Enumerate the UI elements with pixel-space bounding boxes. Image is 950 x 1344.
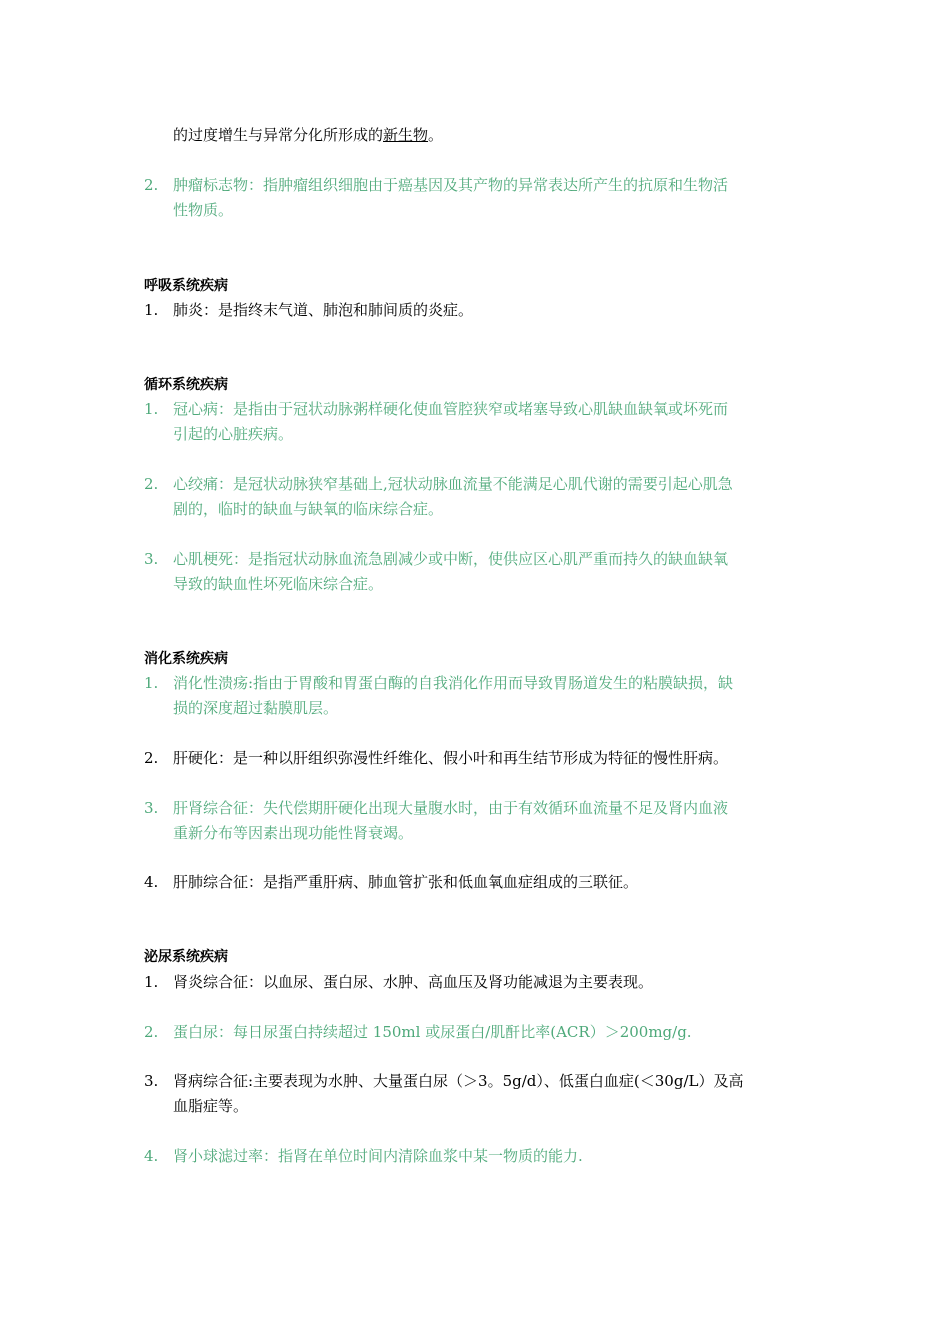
item-line-1: 肝硬化：是一种以肝组织弥漫性纤维化、假小叶和再生结节形成为特征的慢性肝病。 xyxy=(173,749,729,767)
item-text xyxy=(173,397,813,447)
item-line-1: 肾病综合征:主要表现为水肿、大量蛋白尿（＞3。5g/d）、低蛋白血症(＜30g/L）及高 xyxy=(173,1072,744,1090)
item-number: 4. xyxy=(144,873,159,891)
item-line-1: 肺炎：是指终末气道、肺泡和肺间质的炎症。 xyxy=(173,301,474,319)
item-line-1: 肾小球滤过率：指肾在单位时间内清除血浆中某一物质的能力. xyxy=(173,1147,583,1165)
item-line-1: 肝肾综合征：失代偿期肝硬化出现大量腹水时，由于有效循环血流量不足及肾内血液 xyxy=(173,799,729,817)
item-number: 4. xyxy=(144,1147,159,1165)
intro-suffix: 。 xyxy=(428,126,444,144)
item-line-2: 损的深度超过黏膜肌层。 xyxy=(173,699,339,717)
item-number: 1. xyxy=(144,301,159,319)
item-line-2: 剧的，临时的缺血与缺氧的临床综合症。 xyxy=(173,500,444,518)
item-text xyxy=(173,870,813,895)
item-number: 2. xyxy=(144,475,159,493)
intro-underlined-term: 新生物 xyxy=(383,126,429,144)
item-number: 1. xyxy=(144,400,159,418)
item-line-1: 心绞痛：是冠状动脉狭窄基础上,冠状动脉血流量不能满足心肌代谢的需要引起心肌急 xyxy=(173,475,733,493)
item-line-2: 性物质。 xyxy=(173,201,234,219)
section-heading-digestive: 消化系统疾病 xyxy=(144,651,228,667)
item-text xyxy=(173,746,813,771)
section-heading-urinary: 泌尿系统疾病 xyxy=(144,949,228,965)
item-text xyxy=(173,298,813,323)
item-line-1: 冠心病：是指由于冠状动脉粥样硬化使血管腔狭窄或堵塞导致心肌缺血缺氧或坏死而 xyxy=(173,400,729,418)
item-text xyxy=(173,671,813,721)
item-number: 1. xyxy=(144,973,159,991)
item-line-1: 肿瘤标志物：指肿瘤组织细胞由于癌基因及其产物的异常表达所产生的抗原和生物活 xyxy=(173,176,729,194)
item-number: 2. xyxy=(144,176,159,194)
item-line-1: 肾炎综合征：以血尿、蛋白尿、水肿、高血压及肾功能减退为主要表现。 xyxy=(173,973,654,991)
item-text xyxy=(173,1144,813,1169)
item-line-2: 重新分布等因素出现功能性肾衰竭。 xyxy=(173,824,414,842)
item-text xyxy=(173,547,813,597)
item-number: 2. xyxy=(144,1023,159,1041)
item-number: 3. xyxy=(144,799,159,817)
item-number: 2. xyxy=(144,749,159,767)
item-number: 1. xyxy=(144,674,159,692)
item-text xyxy=(173,1020,813,1045)
section-heading-circulatory: 循环系统疾病 xyxy=(144,377,228,393)
item-number: 3. xyxy=(144,1072,159,1090)
intro-paragraph xyxy=(173,123,813,148)
item-line-2: 导致的缺血性坏死临床综合症。 xyxy=(173,575,384,593)
item-text xyxy=(173,173,813,223)
intro-prefix: 的过度增生与异常分化所形成的 xyxy=(173,126,384,144)
item-text xyxy=(173,1069,813,1119)
item-line-2: 引起的心脏疾病。 xyxy=(173,425,294,443)
item-text xyxy=(173,472,813,522)
item-line-1: 心肌梗死：是指冠状动脉血流急剧减少或中断，使供应区心肌严重而持久的缺血缺氧 xyxy=(173,550,729,568)
item-text xyxy=(173,796,813,846)
item-line-1: 蛋白尿：每日尿蛋白持续超过 150ml 或尿蛋白/肌酐比率(ACR）＞200mg/g. xyxy=(173,1023,692,1041)
item-line-1: 肝肺综合征：是指严重肝病、肺血管扩张和低血氧血症组成的三联征。 xyxy=(173,873,639,891)
section-heading-respiratory: 呼吸系统疾病 xyxy=(144,278,228,294)
item-line-2: 血脂症等。 xyxy=(173,1097,249,1115)
item-number: 3. xyxy=(144,550,159,568)
item-line-1: 消化性溃疡:指由于胃酸和胃蛋白酶的自我消化作用而导致胃肠道发生的粘膜缺损，缺 xyxy=(173,674,734,692)
item-text xyxy=(173,970,813,995)
